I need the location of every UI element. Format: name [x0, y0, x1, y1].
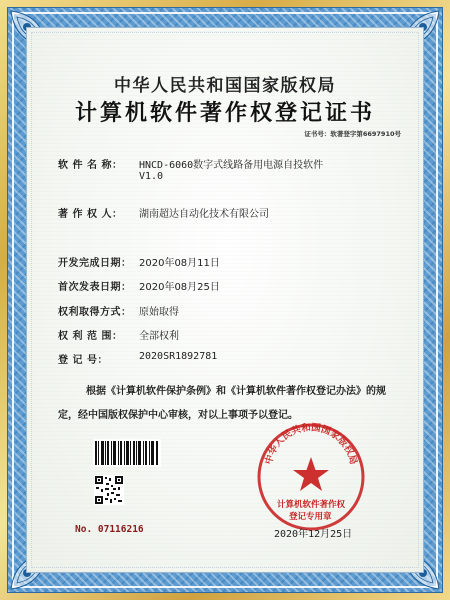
registration-number-value: 2020SR1892781	[139, 351, 218, 362]
copyright-owner-label: 著 作 权 人：	[58, 209, 123, 220]
rights-scope-label: 权 利 范 围：	[58, 331, 123, 342]
registration-number-label: 登 记 号：	[58, 355, 108, 366]
software-name-value: HNCD-6060数字式线路备用电源自投软件	[139, 160, 324, 171]
seal-line-1: 计算机软件著作权	[277, 500, 346, 510]
copyright-owner-value: 湖南超达自动化技术有限公司	[139, 209, 269, 220]
seal-ring-text: 中华人民共和国国家版权局	[263, 422, 359, 466]
acquisition-method-value: 原始取得	[139, 307, 179, 318]
issue-date: 2020年12月25日	[274, 529, 353, 540]
publication-date-label: 首次发表日期：	[58, 282, 132, 293]
registration-statement: 根据《计算机软件保护条例》和《计算机软件著作权登记办法》的规定，经中国版权保护中心审核，对以上事项予以登记。	[58, 386, 386, 421]
rights-scope-value: 全部权利	[139, 331, 179, 342]
completion-date-value: 2020年08月11日	[139, 258, 220, 269]
certificate-number-value: 软著登字第6697910号	[330, 130, 401, 138]
certificate-title: 计算机软件著作权登记证书	[74, 100, 375, 126]
serial-number: No. 07116216	[75, 524, 144, 535]
acquisition-method-label: 权利取得方式：	[58, 307, 132, 318]
seal-line-2: 登记专用章	[289, 512, 332, 522]
software-version-value: V1.0	[139, 171, 164, 182]
issuing-agency: 中华人民共和国国家版权局	[114, 76, 336, 96]
certificate-number-label: 证书号：	[304, 130, 331, 138]
certificate-paper	[26, 27, 424, 573]
software-name-label: 软 件 名 称：	[58, 160, 123, 171]
certificate-number	[304, 129, 401, 138]
qr-code-icon	[94, 475, 124, 505]
completion-date-label: 开发完成日期：	[58, 258, 132, 269]
barcode-icon	[93, 439, 161, 467]
publication-date-value: 2020年08月25日	[139, 282, 220, 293]
